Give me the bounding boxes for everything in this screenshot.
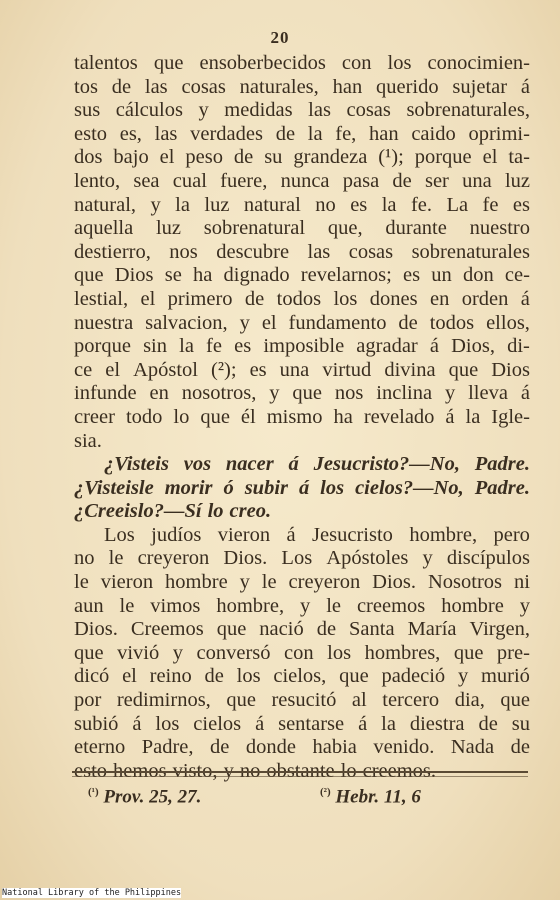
text-line: dicó el reino de los cielos, que padeció y murió [74,665,530,688]
text-line: ¿Visteis vos nacer á Jesucristo?—No, Padre. [104,453,530,476]
text-line: Los judíos vieron á Jesucristo hombre, pero [104,523,530,546]
text-line: sia. [74,429,102,452]
text-line: esto hemos visto, y no obstante lo creemos. [74,759,437,782]
text-line: no le creyeron Dios. Los Apóstoles y discípulos [74,547,530,570]
footnote-rule-thin [72,776,528,777]
page-number: 20 [270,28,290,47]
text-line: lestial, el primero de todos los dones en orden á [74,287,530,310]
text-line: le vieron hombre y le creyeron Dios. Nosotros ni [74,571,530,594]
text-line: esto es, las verdades de la fe, han caido oprimi- [74,122,530,145]
text-line: porque sin la fe es imposible agradar á Dios, di- [74,335,530,358]
text-line: dos bajo el peso de su grandeza (¹); porque el ta- [74,146,530,169]
body-text [74,52,530,783]
text-line: sus cálculos y medidas las cosas sobrenaturales, [74,99,530,122]
text-line: aquella luz sobrenatural que, durante nuestro [74,217,530,240]
text-line: ce el Apóstol (²); es una virtud divina que Dios [74,358,530,381]
text-line: lento, sea cual fuere, nunca pasa de ser una luz [74,169,530,192]
text-line: aun le vimos hombre, y le creemos hombre y [74,594,530,617]
text-line: infunde en nosotros, y que nos inclina y lleva á [74,382,530,405]
text-line: ¿Visteisle morir ó subir á los cielos?—No, Padre. [74,476,530,499]
footnote-rule [72,771,528,773]
text-line: natural, y la luz natural no es la fe. La fe es [74,193,530,216]
footnote-2: $^{(^2)}$ Hebr. 11, 6 [320,786,421,808]
text-line: por redimirnos, que resucitó al tercero dia, que [74,689,530,712]
text-line: creer todo lo que él mismo ha revelado á la Igle- [74,405,530,428]
text-line: eterno Padre, de donde habia venido. Nada de [74,736,530,759]
text-line: Dios. Creemos que nació de Santa María Virgen, [74,618,530,641]
text-line: ¿Creeislo?—Sí lo creo. [74,500,272,523]
text-line: talentos que ensoberbecidos con los conocimien- [74,52,530,74]
text-line: que vivió y conversó con los hombres, que pre- [74,641,530,664]
library-credit: National Library of the Philippines [2,888,182,898]
text-line: nuestra salvacion, y el fundamento de todos ellos, [74,311,530,334]
text-line: tos de las cosas naturales, han querido sujetar á [74,75,530,98]
text-line: que Dios se ha dignado revelarnos; es un don ce- [74,264,530,287]
footnote-1: $^{(^1)}$ Prov. 25, 27. [88,786,202,808]
text-line: destierro, nos descubre las cosas sobrenaturales [74,240,530,263]
text-line: subió á los cielos á sentarse á la diestra de su [74,712,530,735]
